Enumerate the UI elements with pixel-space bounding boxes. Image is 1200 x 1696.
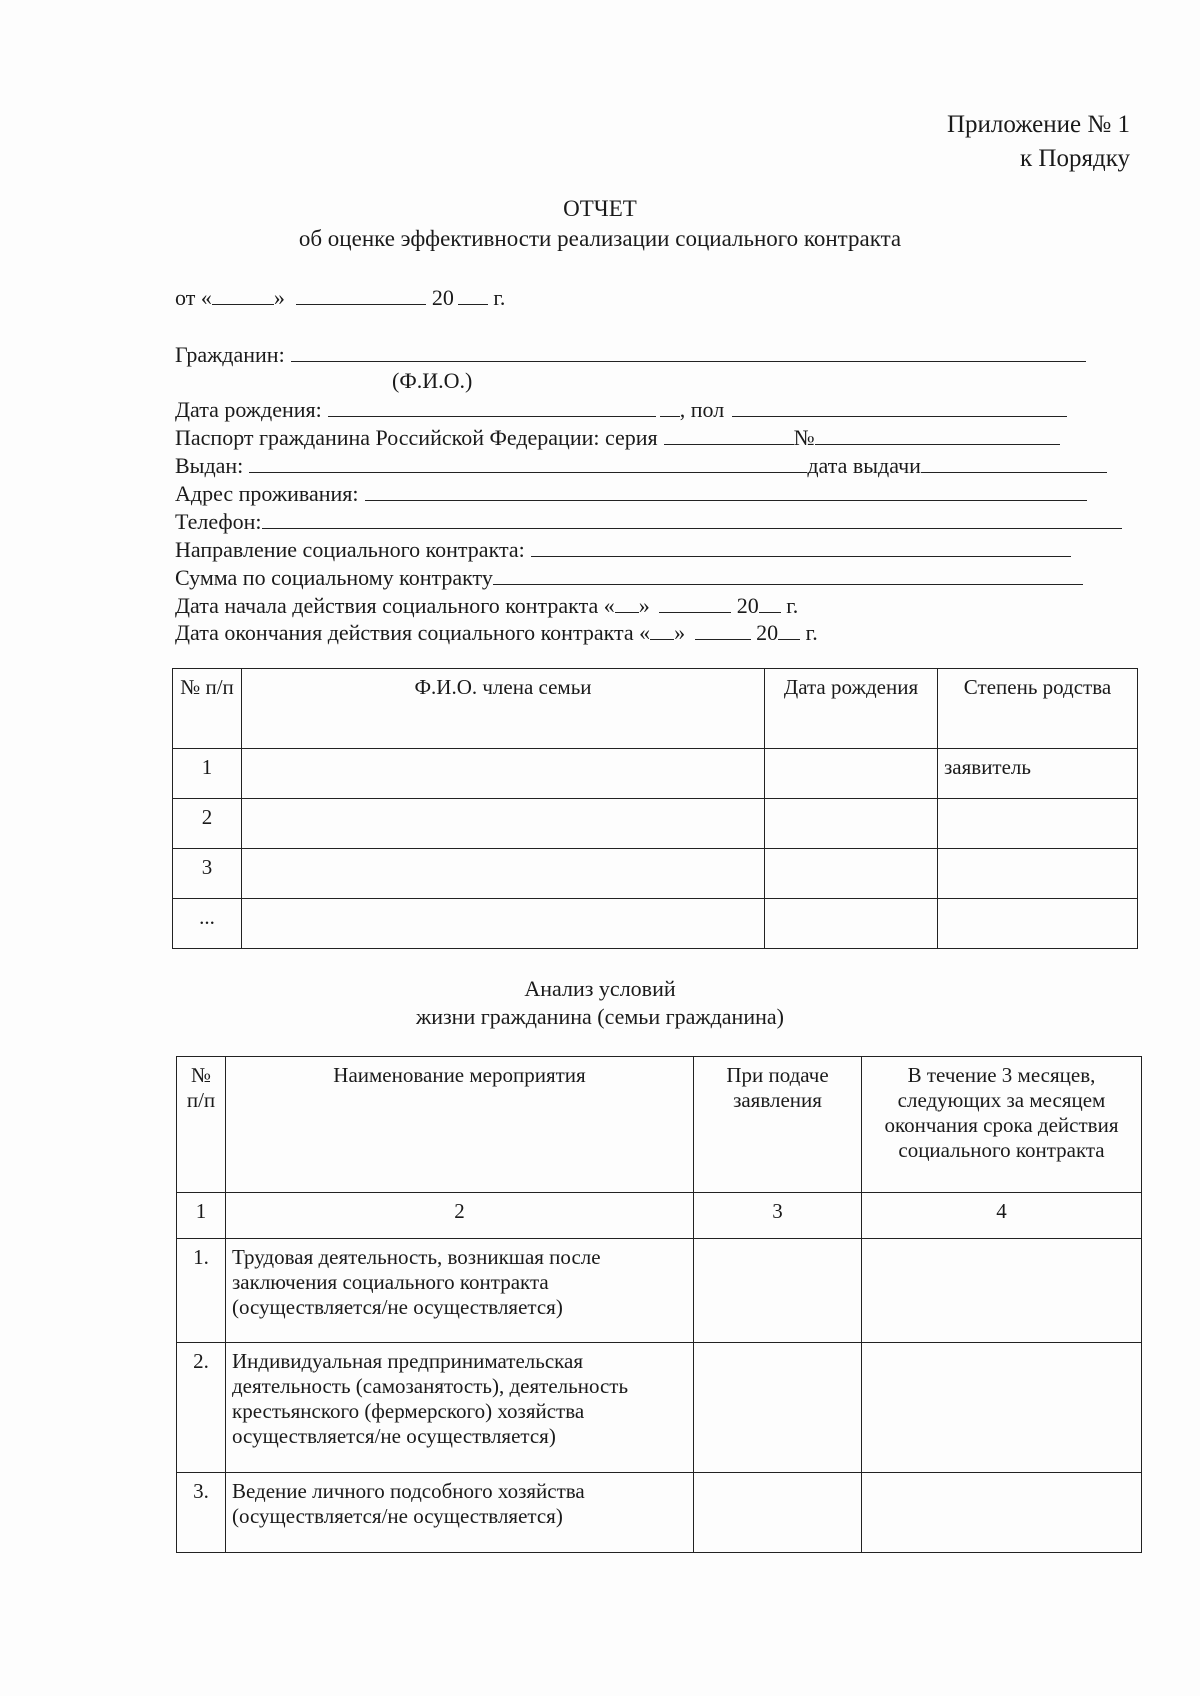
table-cell <box>765 799 938 849</box>
table-cell <box>765 849 938 899</box>
table-cell <box>938 849 1138 899</box>
column-number: 1 <box>177 1193 226 1239</box>
table-cell <box>765 899 938 949</box>
column-number: 3 <box>694 1193 862 1239</box>
phone-line: Телефон: <box>175 509 1122 535</box>
table-cell: 3. <box>177 1473 226 1553</box>
report-date-line: от « » 20 г. <box>175 285 506 310</box>
citizen-blank <box>291 343 1086 362</box>
table-row <box>173 849 1138 899</box>
analysis-table-header <box>177 1057 1142 1193</box>
family-table <box>172 668 1138 949</box>
table-cell: ... <box>173 899 242 949</box>
start-date-line: Дата начала действия социального контракта « » 20 г. <box>175 593 799 618</box>
table-cell: 2 <box>173 799 242 849</box>
appendix-note <box>947 108 1130 176</box>
table-cell <box>242 799 765 849</box>
table-cell <box>694 1473 862 1553</box>
address-blank <box>365 482 1087 501</box>
table-cell <box>694 1343 862 1473</box>
issued-blank <box>249 454 807 473</box>
analysis-heading-1: Анализ условий <box>524 976 676 1001</box>
birth-date-blank <box>328 398 656 417</box>
address-line: Адрес проживания: <box>175 481 1087 507</box>
passport-line: Паспорт гражданина Российской Федерации: серия № <box>175 425 1060 451</box>
table-row <box>177 1343 1142 1473</box>
table-cell: 3 <box>173 849 242 899</box>
table-cell <box>862 1343 1142 1473</box>
table-row <box>173 899 1138 949</box>
table-cell: 1. <box>177 1239 226 1343</box>
phone-blank <box>262 510 1122 529</box>
column-number-row <box>177 1193 1142 1239</box>
table-cell <box>938 899 1138 949</box>
table-cell <box>242 899 765 949</box>
header-cell: Наименование мероприятия <box>226 1057 694 1193</box>
fio-caption: (Ф.И.О.) <box>392 368 473 393</box>
sum-blank <box>493 566 1083 585</box>
column-number: 4 <box>862 1193 1142 1239</box>
header-cell: Ф.И.О. члена семьи <box>242 669 765 749</box>
header-cell: № п/п <box>173 669 242 749</box>
header-cell: В течение 3 месяцев, следующих за месяцем окончания срока действия социального контракта <box>862 1057 1142 1193</box>
citizen-line: Гражданин: <box>175 342 1086 368</box>
table-cell: 2. <box>177 1343 226 1473</box>
table-cell <box>938 799 1138 849</box>
sum-line: Сумма по социальному контракту <box>175 565 1083 591</box>
family-table-header <box>173 669 1138 749</box>
table-row <box>173 799 1138 849</box>
table-row <box>177 1239 1142 1343</box>
table-cell <box>765 749 938 799</box>
table-cell <box>242 749 765 799</box>
analysis-heading-2: жизни гражданина (семьи гражданина) <box>416 1004 784 1029</box>
table-cell: заявитель <box>938 749 1138 799</box>
month-blank <box>296 286 426 305</box>
table-cell: 1 <box>173 749 242 799</box>
appendix-line-1: Приложение № 1 <box>946 111 1130 138</box>
table-cell <box>862 1239 1142 1343</box>
birth-date-line: Дата рождения: , пол <box>175 397 1067 423</box>
table-cell: Индивидуальная предпринимательская деятельность (самозанятость), деятельность крестьянского (фермерского) хозяйства осуществляется/не осуществляется) <box>226 1343 694 1473</box>
year-blank <box>458 286 488 305</box>
sex-blank <box>732 398 1067 417</box>
header-cell: Дата рождения <box>765 669 938 749</box>
issued-line: Выдан: дата выдачи <box>175 453 1107 479</box>
table-cell: Ведение личного подсобного хозяйства (осуществляется/не осуществляется) <box>226 1473 694 1553</box>
passport-number-blank <box>815 426 1060 445</box>
document-subtitle: об оценке эффективности реализации социального контракта <box>298 226 902 251</box>
header-cell: Степень родства <box>938 669 1138 749</box>
end-date-line: Дата окончания действия социального контракта « » 20 г. <box>175 620 818 645</box>
header-cell: При подаче заявления <box>694 1057 862 1193</box>
analysis-table <box>176 1056 1142 1553</box>
table-row <box>173 749 1138 799</box>
appendix-line-2: к Порядку <box>1020 145 1130 172</box>
table-cell: Трудовая деятельность, возникшая после заключения социального контракта (осуществляется/не осуществляется) <box>226 1239 694 1343</box>
direction-line: Направление социального контракта: <box>175 537 1071 563</box>
day-blank <box>212 286 274 305</box>
document-title: ОТЧЕТ <box>563 196 637 221</box>
passport-series-blank <box>664 426 794 445</box>
direction-blank <box>531 538 1071 557</box>
header-cell: № п/п <box>177 1057 226 1193</box>
table-cell <box>694 1239 862 1343</box>
table-cell <box>862 1473 1142 1553</box>
issue-date-blank <box>921 454 1107 473</box>
table-row <box>177 1473 1142 1553</box>
column-number: 2 <box>226 1193 694 1239</box>
table-cell <box>242 849 765 899</box>
